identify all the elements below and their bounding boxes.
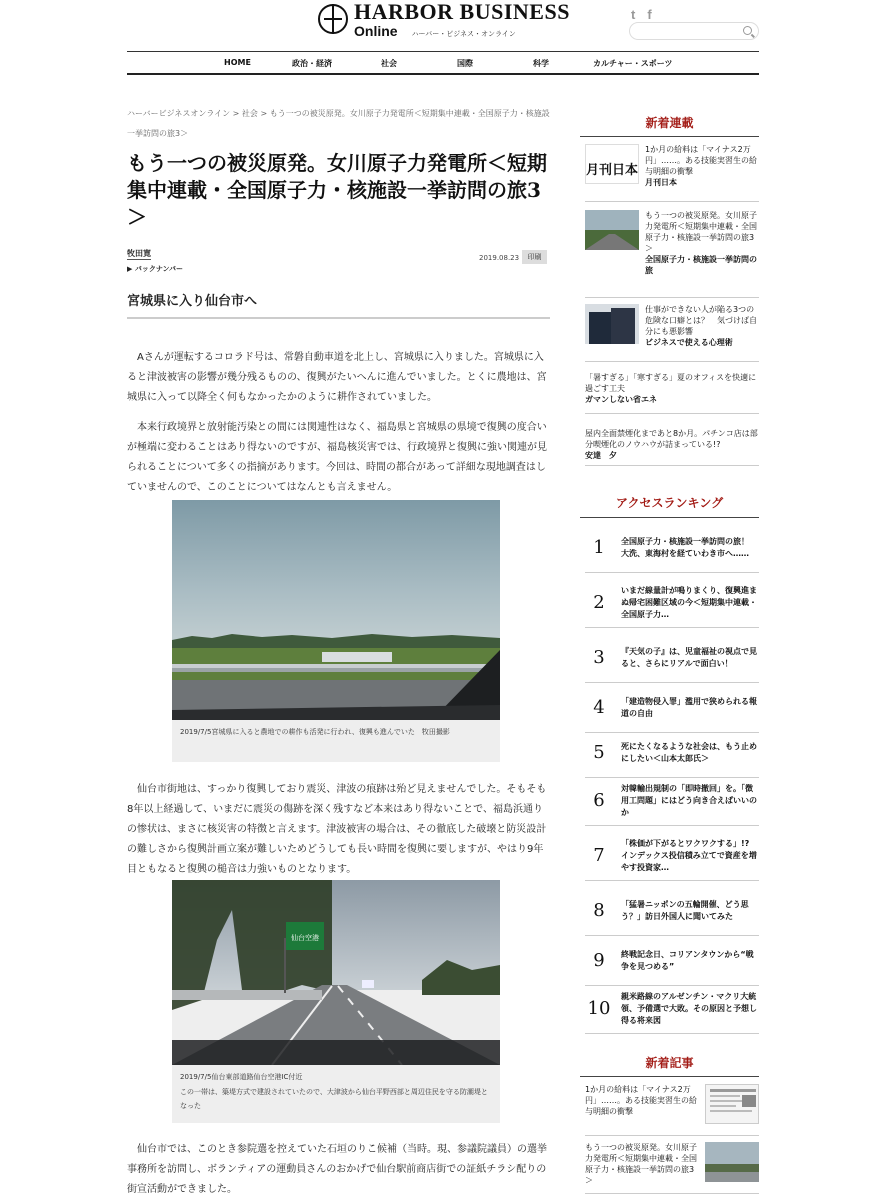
article-paragraph: 本来行政境界と放射能汚染との間には関連性はなく、福島県と宮城県の県境で復興の度合いが極端に変わることはあり得ないのですが、福島核災害では、行政境界と復興に強い関連が見られることについて多くの指摘があります。今回は、時間の都合があって詳細な現地調査はしていませんので、このことについてはなんとも言えません。 (127, 422, 547, 493)
series-thumbnail (585, 304, 639, 344)
rank-title: 親米路線のアルゼンチン・マクリ大統領、予備選で大敗。その原因と予想し得る将来図 (621, 991, 757, 1025)
ranking-item[interactable] (585, 831, 759, 881)
highway-photo (172, 880, 500, 1065)
rank-title: 終戦記念日、コリアンタウンから“戦争を見つめる” (621, 949, 754, 971)
ranking-item[interactable] (585, 683, 759, 733)
heading-rule (580, 1076, 759, 1077)
article-thumbnail (705, 1142, 759, 1182)
logo-mark-icon (318, 4, 348, 34)
article-title: 1か月の給料は「マイナス2万円」……。ある技能実習生の給与明細の衝撃 (585, 1085, 697, 1116)
farmland-image (172, 500, 500, 720)
rank-number: 3 (593, 647, 605, 668)
ranking-item[interactable] (585, 578, 759, 628)
thumb-image (585, 210, 639, 250)
rank-number: 6 (593, 790, 605, 811)
heading-rule (580, 517, 759, 518)
rank-number: 8 (593, 900, 605, 921)
nav-international[interactable]: 国際 (457, 59, 473, 68)
ranking-item[interactable] (585, 633, 759, 683)
print-button[interactable]: 印刷 (522, 250, 547, 264)
thumb-text: 月刊日本 (586, 163, 639, 178)
series-category: 月刊日本 (645, 178, 677, 187)
breadcrumb[interactable]: ハーバービジネスオンライン > 社会 > もう一つの被災原発。女川原子力発電所＜短期集中連載・全国原子力・核施設一挙訪問の旅3＞ (127, 109, 550, 138)
article-paragraph: 仙台市では、このとき参院選を控えていた石垣のりこ候補（当時。現、参議院議員）の選挙事務所を訪問し、ボランティアの運動員さんのおかげで仙台駅前商店街での証紙チラシ配りの街宣活動ができました。 (127, 1144, 547, 1195)
publish-date: 2019.08.23 (479, 254, 520, 262)
new-articles-heading: 新着記事 (645, 1056, 694, 1070)
new-series-heading: 新着連載 (645, 116, 694, 130)
ranking-item[interactable] (585, 886, 759, 936)
search-icon[interactable] (743, 26, 752, 35)
section-heading: 宮城県に入り仙台市へ (127, 290, 550, 319)
site-logo[interactable] (318, 0, 570, 39)
ranking-heading: アクセスランキング (615, 496, 724, 510)
article-thumbnail (705, 1084, 759, 1124)
page-title: もう一つの被災原発。女川原子力発電所＜短期集中連載・全国原子力・核施設一挙訪問の旅3＞ (127, 151, 547, 229)
facebook-icon[interactable]: f (647, 7, 652, 22)
rank-number: 10 (587, 998, 611, 1019)
ranking-item[interactable] (585, 984, 759, 1034)
rank-number: 1 (593, 537, 605, 558)
author-link[interactable]: 牧田寛 (127, 249, 151, 258)
ranking-item[interactable] (585, 523, 759, 573)
heading-rule (580, 136, 759, 137)
series-title: 1か月の給料は「マイナス2万円」……。ある技能実習生の給与明細の衝撃 (645, 145, 757, 176)
ranking-item[interactable] (585, 776, 759, 826)
series-title: 屋内全面禁煙化まであと8か月。パチンコ店は部分喫煙化のノウハウが詰まっている!? (585, 429, 758, 449)
photo-caption (172, 1065, 500, 1123)
rank-title: 「建造物侵入罪」濫用で狭められる報道の自由 (621, 696, 757, 718)
series-item[interactable] (585, 304, 759, 362)
ranking-item[interactable] (585, 936, 759, 986)
logo-kana: ハーバー・ビジネス・オンライン (411, 29, 516, 38)
thumb-image (585, 304, 639, 344)
farmland-photo (172, 500, 500, 720)
series-title: 仕事ができない人が陥る3つの危険な口癖とは？ 気づけば自分にも悪影響 (645, 305, 757, 336)
series-thumbnail (585, 210, 639, 250)
rank-number: 2 (593, 592, 605, 613)
article-item[interactable] (585, 1084, 759, 1136)
caption-line: この一帯は、築堤方式で建設されていたので、大津波から仙台平野西部と周辺住民を守る防潮堤となった (180, 1088, 488, 1110)
rank-title: 『天気の子』は、児童福祉の視点で見ると、さらにリアルで面白い！ (621, 646, 757, 668)
highway-image (172, 880, 500, 1065)
header-divider (127, 51, 759, 52)
series-category: 全国原子力・核施設一挙訪問の旅 (645, 255, 757, 275)
rank-number: 4 (593, 697, 605, 718)
article-title: もう一つの被災原発。女川原子力発電所＜短期集中連載・全国原子力・核施設一挙訪問の旅3＞ (585, 1143, 697, 1185)
rank-title: 対韓輸出規制の「即時撤回」を。「徴用工問題」にはどう向き合えばいいのか (621, 783, 757, 817)
rank-title: 全国原子力・核施設一挙訪問の旅！ 大洗、東海村を経ていわき市へ…… (621, 536, 757, 558)
series-category: ビジネスで使える心理術 (645, 338, 733, 347)
nav-science[interactable]: 科学 (533, 59, 549, 68)
nav-home[interactable]: HOME (224, 58, 251, 67)
nav-society[interactable]: 社会 (381, 59, 397, 68)
rank-title: 「猛暑ニッポンの五輪開催、どう思う？」訪日外国人に聞いてみた (621, 899, 749, 921)
twitter-icon[interactable]: t (631, 7, 636, 22)
rank-title: 「株価が下がるとワクワクする」!? インデックス投信積み立てで資産を増やす投資家… (621, 838, 758, 872)
thumb-image (706, 1085, 759, 1124)
main-nav (127, 54, 759, 72)
nav-culture-sports[interactable]: カルチャー・スポーツ (593, 59, 673, 68)
road-sign-text: 仙台空港 (291, 934, 319, 942)
rank-number: 5 (593, 742, 605, 763)
rank-title: 死にたくなるような社会は、もう止めにしたい＜山本太郎氏＞ (621, 741, 757, 763)
series-item[interactable] (585, 372, 759, 414)
photo-caption: 2019/7/5宮城県に入ると農地での耕作も活発に行われ、復興も進んでいた 牧田撮影 (172, 720, 500, 762)
series-category: 安達 夕 (585, 451, 617, 460)
logo-online: Online (354, 22, 398, 39)
rank-title: いまだ線量計が鳴りまくり、復興進まぬ帰宅困難区域の今＜短期集中連載・全国原子力… (621, 585, 757, 619)
back-number-link[interactable]: ▶ バックナンバー (127, 265, 183, 273)
nav-divider (127, 73, 759, 75)
series-item[interactable] (585, 144, 759, 202)
logo-title: HARBOR BUSINESS (354, 0, 570, 24)
article-paragraph: 仙台市街地は、すっかり復興しており震災、津波の痕跡は殆ど見えませんでした。そもそも8年以上経過して、いまだに震災の傷跡を深く残すなど本来はあり得ないことで、福島浜通りの惨状は、まさに核災害の特徴と言えます。津波被害の場合は、その徹底した破壊と防災設計の難しさから復興計画立案が難しいためどうしても長い時間を復興に要しますが、やはり9年目ともなると復興の槌音は力強いものとなります。 (127, 784, 547, 875)
thumb-image (705, 1142, 759, 1182)
series-item[interactable] (585, 428, 759, 466)
series-title: 「暑すぎる」「寒すぎる」夏のオフィスを快適に過ごす工夫 (585, 373, 757, 393)
series-thumbnail (585, 144, 639, 184)
series-title: もう一つの被災原発。女川原子力発電所＜短期集中連載・全国原子力・核施設一挙訪問の旅3＞ (645, 211, 757, 253)
rank-number: 9 (593, 950, 605, 971)
ranking-item[interactable] (585, 728, 759, 778)
search-input[interactable] (629, 22, 759, 40)
article-item[interactable] (585, 1142, 759, 1194)
series-category: ガマンしない省エネ (585, 395, 657, 404)
article-paragraph: Aさんが運転するコロラド号は、常磐自動車道を北上し、宮城県に入りました。宮城県に入ると津波被害の影響が幾分残るものの、復興がたいへんに進んでいました。とくに農地は、宮城県に入って以降全く何もなかったかのように耕作されていました。 (127, 352, 547, 403)
caption-line: 2019/7/5仙台東部道路仙台空港IC付近 (180, 1073, 303, 1081)
series-item[interactable] (585, 210, 759, 298)
rank-number: 7 (593, 845, 605, 866)
nav-politics[interactable]: 政治・経済 (292, 59, 332, 68)
